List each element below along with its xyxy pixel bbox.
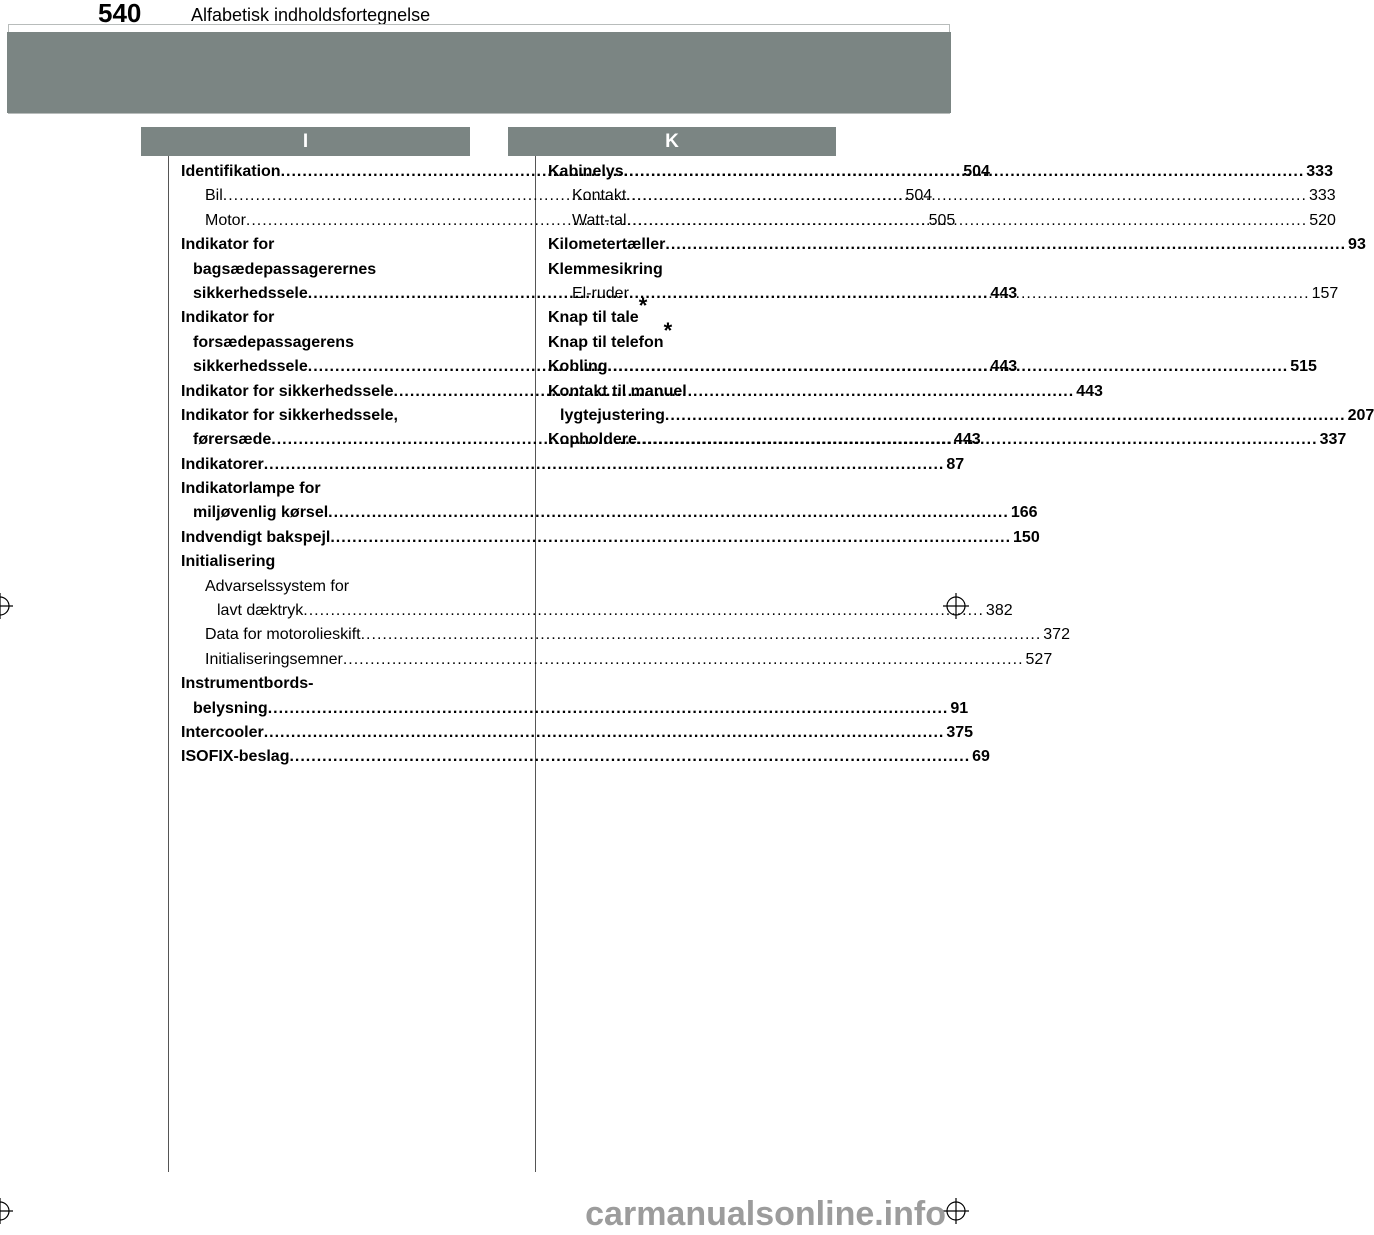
dot-leader (264, 453, 945, 477)
dot-leader (626, 184, 1307, 208)
entry-label: Kontakt til manuel (548, 382, 687, 400)
dot-leader (328, 501, 1009, 525)
entry-label: belysning (193, 699, 268, 717)
dot-leader (637, 428, 1318, 452)
entry-page-number: 333 (1308, 187, 1336, 205)
entry-label: bagsædepassagerernes (193, 260, 377, 278)
entry-label: Initialiseringsemner (205, 650, 343, 668)
dot-leader (627, 209, 1308, 233)
entry-label: Data for motorolieskift (205, 626, 361, 644)
entry-page-number: 91 (950, 699, 969, 717)
dot-leader (624, 160, 1305, 184)
entry-label: Intercooler (181, 723, 264, 741)
index-entry (181, 648, 1053, 672)
entry-page-number: 504 (963, 163, 990, 180)
entry-label: forsædepassagerens (193, 333, 354, 351)
entry-page-number: 443 (953, 431, 981, 449)
index-entry (181, 745, 990, 769)
entry-label: Indikator for sikkerhedssele, (181, 406, 398, 424)
entry-page-number: 87 (946, 455, 965, 473)
index-entry (181, 306, 469, 330)
entry-label: El-ruder (572, 284, 629, 302)
index-entry (181, 550, 469, 574)
entry-page-number: 375 (946, 723, 974, 741)
entry-label: Instrumentbords- (181, 675, 314, 693)
dot-leader (264, 721, 945, 745)
entry-page-number: 150 (1013, 528, 1040, 546)
entry-label: Motor (205, 211, 246, 229)
dot-leader (665, 404, 1346, 428)
index-entry (181, 672, 469, 696)
dot-leader (361, 623, 1042, 647)
registration-mark-icon (943, 593, 969, 619)
entry-page-number: 166 (1010, 504, 1038, 522)
index-entry (181, 526, 1040, 550)
dot-leader (330, 526, 1011, 550)
entry-page-number: 69 (972, 748, 990, 766)
entry-label: Advarselssystem for (205, 577, 350, 595)
entry-page-number: 443 (990, 358, 1018, 376)
dot-leader (629, 282, 1310, 306)
entry-page-number: 93 (1348, 236, 1366, 254)
dot-leader (303, 599, 984, 623)
section-bar-i: I (141, 127, 470, 156)
index-entry (181, 575, 469, 599)
entry-label: Identifikation (181, 163, 281, 180)
index-entry (181, 599, 1013, 623)
entry-label: Bil (205, 187, 223, 205)
entry-page-number: 443 (990, 284, 1018, 302)
watermark: carmanualsonline.info (585, 1195, 946, 1233)
entry-label: Kobling (548, 358, 608, 376)
entry-page-number: 505 (928, 211, 956, 229)
entry-label: sikkerhedssele (193, 358, 308, 376)
entry-label: Indikator for (181, 236, 275, 254)
dot-leader (665, 233, 1346, 257)
page-title: Alfabetisk indholdsfortegnelse (191, 5, 431, 25)
entry-page-number: 157 (1311, 284, 1339, 302)
entry-page-number: 333 (1306, 163, 1333, 180)
entry-label: Klemmesikring (548, 260, 663, 278)
index-entry (181, 331, 469, 355)
entry-label: Kontakt (572, 187, 627, 205)
section-bar-k: K (508, 127, 836, 156)
entry-label: Knap til telefon (548, 333, 664, 351)
index-entry (181, 501, 1038, 525)
column-rule-i (168, 156, 169, 1172)
entry-label: Indikatorlampe for (181, 480, 321, 498)
index-entry (548, 380, 836, 404)
dot-leader (289, 745, 970, 769)
entry-page-number: 504 (905, 187, 933, 205)
footnote-star: * (638, 293, 648, 319)
entry-page-number: 520 (1309, 211, 1336, 229)
page-number: 540 (98, 0, 142, 28)
registration-mark-icon (0, 1198, 13, 1224)
entry-label: Initialisering (181, 553, 276, 571)
footnote-star: * (663, 317, 673, 343)
entry-page-number: 527 (1025, 650, 1053, 668)
entry-page-number: 207 (1347, 406, 1374, 424)
entry-page-number: 382 (985, 602, 1013, 620)
entry-label: lygtejustering (560, 406, 665, 424)
index-entry (181, 623, 1070, 647)
entry-page-number: 372 (1043, 626, 1070, 644)
dot-leader (608, 355, 1289, 379)
entry-page-number: 337 (1319, 431, 1347, 449)
index-entry (181, 721, 974, 745)
entry-label: Watt-tal (572, 211, 627, 229)
dot-leader (343, 648, 1024, 672)
entry-page-number: 443 (1076, 382, 1103, 400)
entry-label: Indikator for (181, 309, 275, 327)
entry-page-number: 515 (1290, 358, 1317, 376)
entry-label: ISOFIX-beslag (181, 748, 290, 766)
entry-label: lavt dæktryk (217, 602, 304, 620)
entry-label: Kilometertæller (548, 236, 666, 254)
index-entry (181, 404, 469, 428)
index-entry (548, 233, 1366, 257)
index-entry (548, 404, 1374, 428)
entry-label: sikkerhedssele (193, 284, 308, 302)
registration-mark-icon (0, 593, 13, 619)
dot-leader (268, 697, 949, 721)
entry-label: Indikator for sikkerhedssele (181, 382, 394, 400)
entry-label: Indvendigt bakspejl (181, 528, 331, 546)
header-band (7, 32, 951, 113)
entry-label: Knap til tale (548, 309, 639, 327)
index-entry (181, 697, 969, 721)
index-entry (181, 258, 469, 282)
registration-mark-icon (943, 1198, 969, 1224)
entry-label: Kopholdere (548, 431, 637, 449)
index-entry (181, 233, 469, 257)
entry-label: Kabinelys (548, 163, 624, 180)
entry-label: miljøvenlig kørsel (193, 504, 329, 522)
entry-label: førersæde (193, 431, 272, 449)
index-entry (548, 258, 836, 282)
entry-label: Indikatorer (181, 455, 264, 473)
index-entry (181, 453, 965, 477)
index-entry (181, 477, 469, 501)
